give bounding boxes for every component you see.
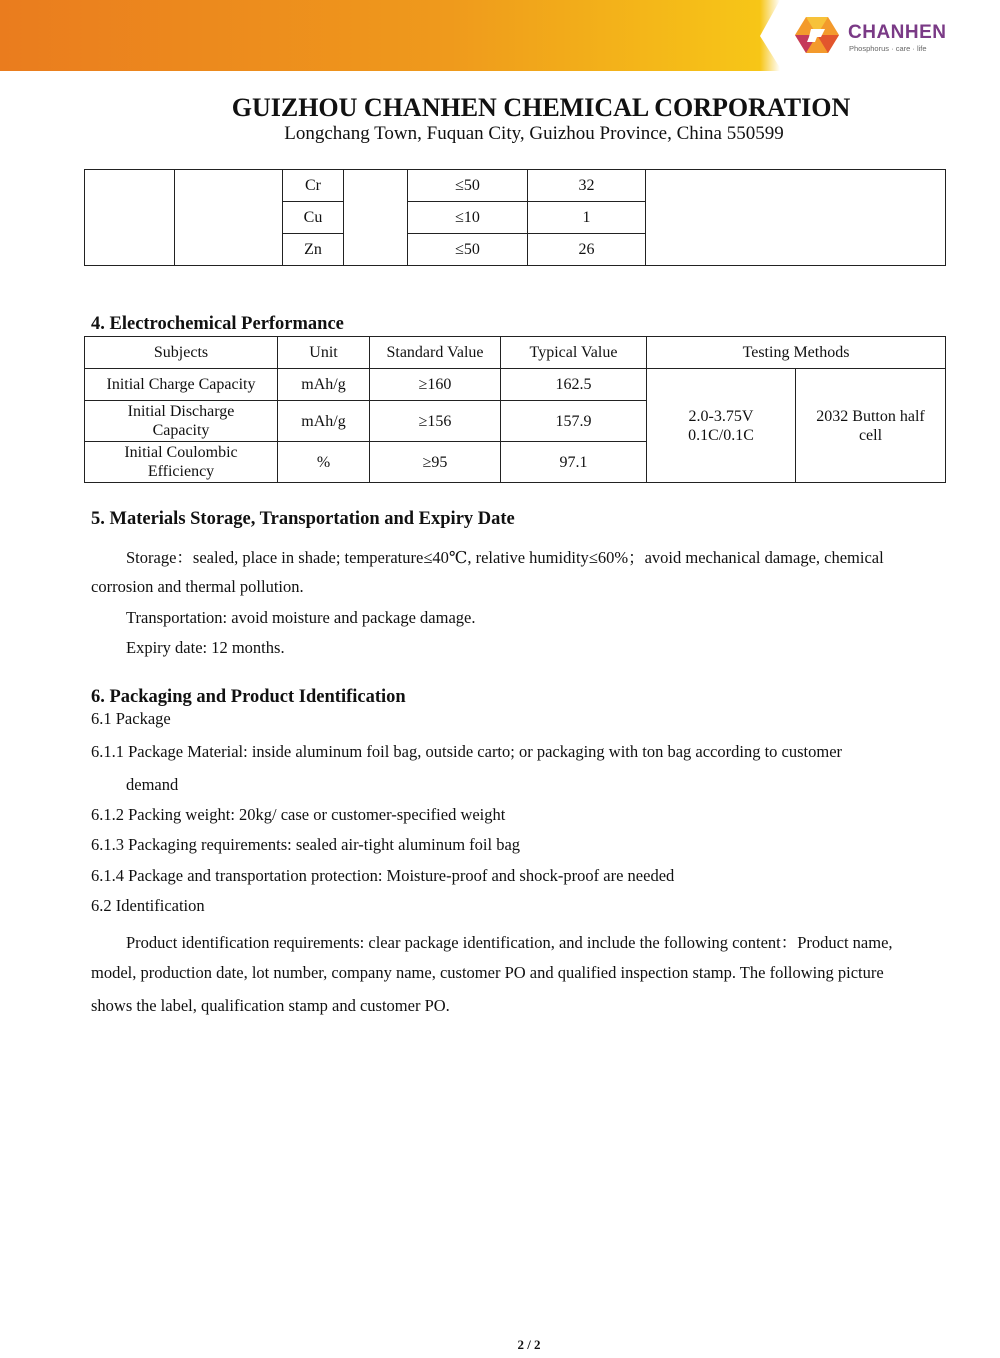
header-cell: Typical Value: [501, 337, 647, 369]
company-name: GUIZHOU CHANHEN CHEMICAL CORPORATION: [231, 93, 851, 122]
page-number: 2 / 2: [517, 1337, 541, 1352]
standard-cell: ≥160: [370, 369, 501, 401]
subject-text: Initial Discharge Capacity: [127, 403, 235, 439]
unit-cell: mAh/g: [278, 401, 370, 442]
unit-cell: mAh/g: [278, 369, 370, 401]
header-cell: Testing Methods: [647, 337, 946, 369]
section-5-heading: 5. Materials Storage, Transportation and Expiry Date: [91, 509, 515, 529]
subject-cell: [85, 442, 278, 483]
standard-cell: ≤10: [408, 202, 528, 234]
standard-cell: ≥95: [370, 442, 501, 483]
typical-cell: 162.5: [501, 369, 647, 401]
packing-weight: 6.1.2 Packing weight: 20kg/ case or customer-specified weight: [91, 805, 506, 824]
storage-line-1: Storage：sealed, place in shade; temperature≤40℃, relative humidity≤60%；avoid mechanical damage, chemical: [126, 548, 884, 567]
element-cell: Cu: [283, 202, 344, 234]
method-condition-cell: [647, 369, 796, 483]
table-header-row: [85, 337, 946, 369]
subject-cell: [85, 401, 278, 442]
method-voltage: 2.0-3.75V: [688, 407, 754, 425]
transport-protection: 6.1.4 Package and transportation protection: Moisture-proof and shock-proof are needed: [91, 866, 675, 885]
subject-text: Initial Coulombic Efficiency: [124, 444, 238, 480]
method-cell-text: 2032 Button half cell: [816, 407, 925, 444]
electrochemical-table: [84, 336, 946, 483]
table-row: [85, 369, 946, 401]
standard-cell: ≥156: [370, 401, 501, 442]
standard-cell: ≤50: [408, 170, 528, 202]
chanhen-logo-icon: [795, 15, 839, 55]
package-material-line-2: demand: [126, 775, 179, 794]
company-address: Longchang Town, Fuquan City, Guizhou Province, China 550599: [284, 123, 784, 144]
empty-cell: [646, 170, 946, 266]
empty-cell: [85, 170, 175, 266]
subject-cell: Initial Charge Capacity: [85, 369, 278, 401]
method-cell: [796, 369, 946, 483]
typical-cell: 32: [528, 170, 646, 202]
package-subheading: 6.1 Package: [91, 709, 171, 728]
identification-line-2: model, production date, lot number, company name, customer PO and qualified inspection stamp. The following picture: [91, 963, 884, 982]
packaging-requirements: 6.1.3 Packaging requirements: sealed air-tight aluminum foil bag: [91, 835, 521, 854]
element-cell: Zn: [283, 234, 344, 266]
typical-cell: 1: [528, 202, 646, 234]
storage-line-2: corrosion and thermal pollution.: [91, 577, 304, 596]
header-cell: Standard Value: [370, 337, 501, 369]
table-row: [85, 170, 946, 202]
section-4-heading: 4. Electrochemical Performance: [91, 314, 344, 334]
typical-cell: 157.9: [501, 401, 647, 442]
typical-cell: 26: [528, 234, 646, 266]
header-cell: Subjects: [85, 337, 278, 369]
empty-cell: [344, 170, 408, 266]
element-cell: Cr: [283, 170, 344, 202]
impurity-table: [84, 169, 946, 266]
typical-cell: 97.1: [501, 442, 647, 483]
unit-cell: %: [278, 442, 370, 483]
brand-name: CHANHEN: [848, 22, 947, 43]
empty-cell: [175, 170, 283, 266]
identification-line-1: Product identification requirements: clear package identification, and include the following content：Product name,: [126, 933, 893, 952]
identification-subheading: 6.2 Identification: [91, 896, 205, 915]
expiry-text: Expiry date: 12 months.: [126, 638, 285, 657]
transport-text: Transportation: avoid moisture and package damage.: [126, 608, 476, 627]
standard-cell: ≤50: [408, 234, 528, 266]
section-6-heading: 6. Packaging and Product Identification: [91, 687, 406, 707]
brand-tagline: Phosphorus · care · life: [849, 44, 927, 53]
identification-line-3: shows the label, qualification stamp and customer PO.: [91, 996, 450, 1015]
header-cell: Unit: [278, 337, 370, 369]
package-material-line-1: 6.1.1 Package Material: inside aluminum foil bag, outside carto; or packaging with ton bag according to customer: [91, 742, 843, 761]
method-rate: 0.1C/0.1C: [688, 426, 754, 444]
